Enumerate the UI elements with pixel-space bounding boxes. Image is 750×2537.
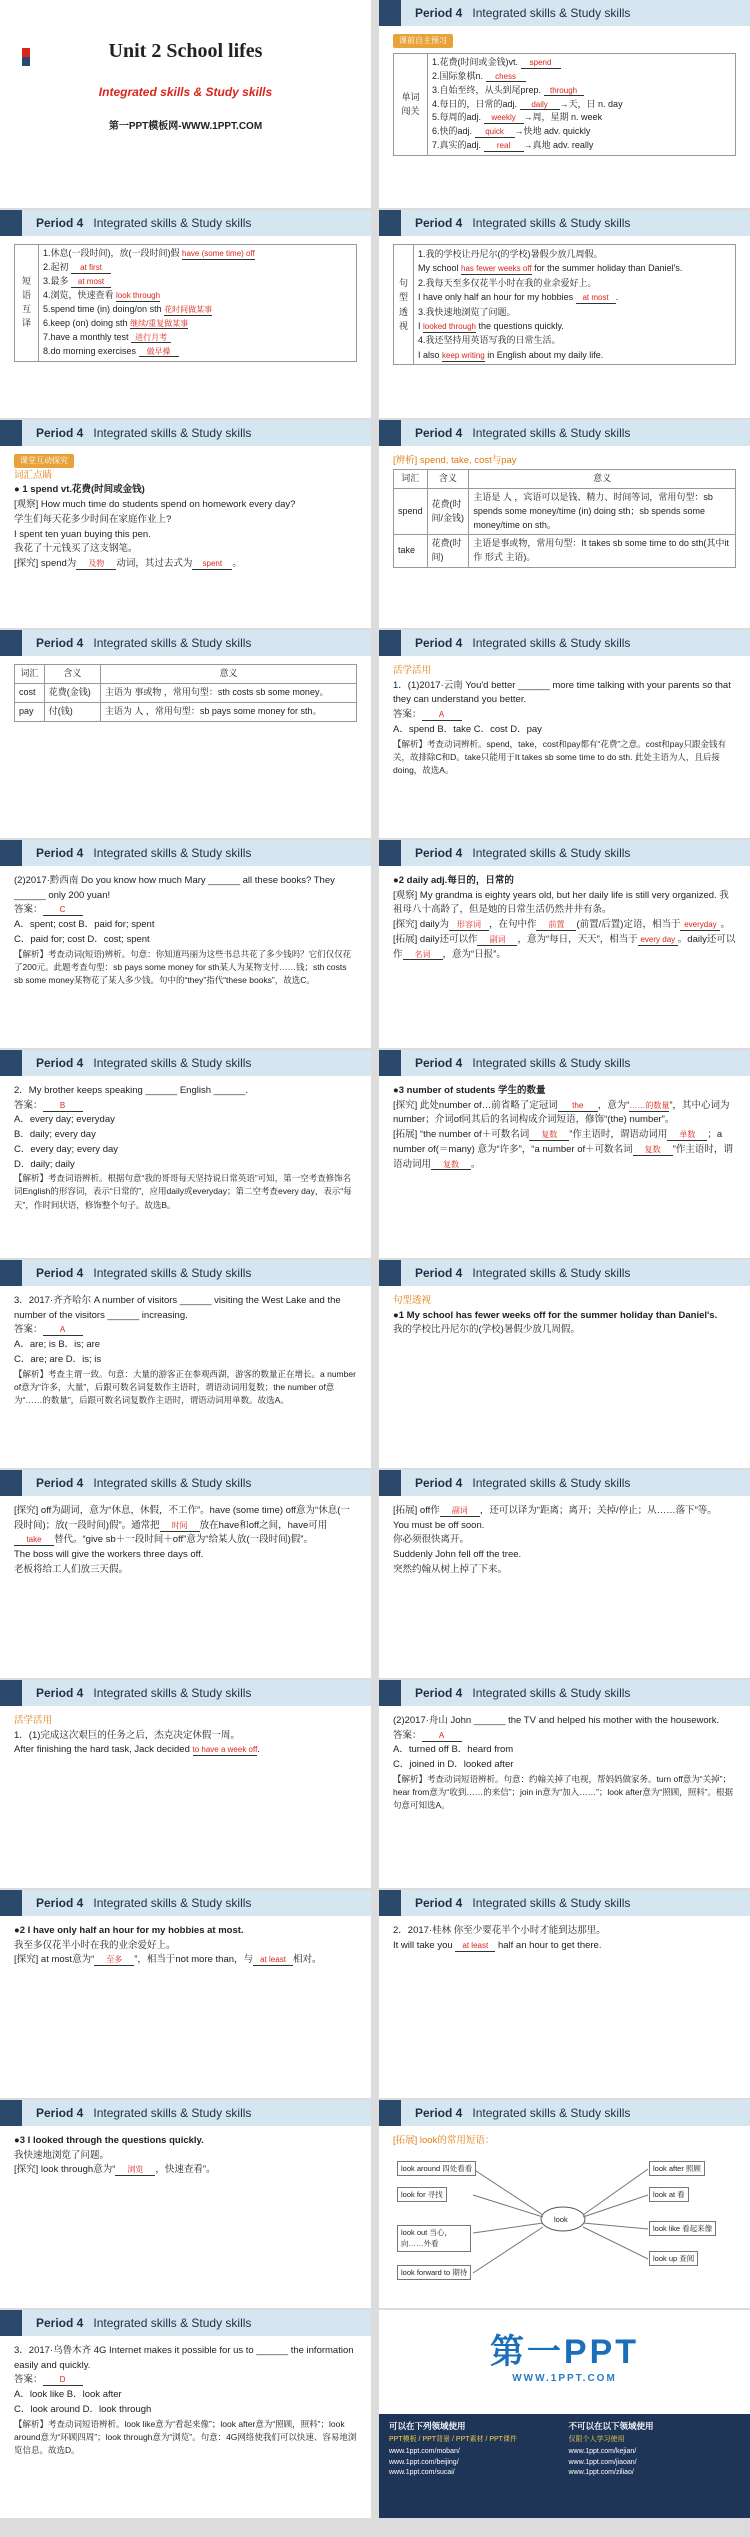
slide-header: Period 4 Integrated skills & Study skills	[379, 1680, 750, 1706]
point-heading: ●3 number of students 学生的数量	[393, 1085, 546, 1096]
question: 2．2017·桂林 你至少要花半个小时才能到达那里。	[393, 1925, 606, 1936]
option-b: B．daily; every day	[14, 1129, 96, 1141]
row-label: 短语互译	[15, 245, 39, 362]
sentence-4-en: I also keep writing in English about my daily life.	[418, 349, 604, 360]
slide-practice-1[interactable]: Period 4 Integrated skills & Study skills 活学活用 1．(1)2017·云南 You'd better ______ more time talking with your parents so that they can understand you better. 答案： A A．spend B．take C．cost D．pay 【解析】考查动词辨析。spend，take，cost和pay都有“花费”之意。cost和pay只跟金钱有关，故排除C和D。take只能用于It takes sb some time to do sth. 此处主语为人，且后接doing，故选A。	[379, 630, 750, 838]
answer-blank[interactable]: 继续/重复做某事	[130, 318, 189, 328]
slide-number[interactable]	[379, 1050, 750, 1258]
explanation: 【解析】考查主谓一致。句意：大量的游客正在参观西湖，游客的数量正在增长。a number of意为“许多，大量”，后跟可数名词复数作主语时，谓语动词用复数；the number of意为“……的数量”，后跟可数名词复数作主语时，谓语动词用单数。故选A。	[14, 1368, 356, 1405]
example-en-2: Suddenly John fell off the tree.	[393, 1549, 522, 1561]
slide-header: Period 4 Integrated skills & Study skills	[0, 2310, 371, 2336]
answer-blank[interactable]: 进行月考	[131, 334, 171, 344]
unit-title: Unit 2 School lifes	[108, 40, 263, 62]
answer-line: It will take you at least half an hour to get there.	[393, 1939, 602, 1951]
answer-blank[interactable]: 单数	[667, 1131, 707, 1141]
slide-header: Period 4 Integrated skills & Study skills	[0, 1680, 371, 1706]
options-row-2: C．are; are D．is; is	[14, 1353, 102, 1365]
slide-off-extend[interactable]	[379, 1470, 750, 1678]
option-c: C．every day; every day	[14, 1143, 119, 1155]
extend-line: [拓展] off作 副词 ，还可以译为“距离；离开；关掉/停止；从……落下”等。	[393, 1505, 717, 1516]
answer-blank[interactable]: 做早操	[139, 348, 179, 358]
phrase-item: 8.do morning exercises 做早操	[43, 345, 352, 359]
branch-line	[473, 2227, 543, 2273]
slide-off-explore[interactable]	[0, 1470, 371, 1678]
vocab-item: 6.快的adj. quick →快地 adv. quickly	[432, 126, 591, 137]
phrase-item: 4.浏览，快速查看 look through	[43, 289, 161, 300]
point-heading: ●1 My school has fewer weeks off for the summer holiday than Daniel's.	[393, 1309, 718, 1321]
translation: 我快速地浏览了问题。	[14, 2149, 110, 2161]
point-heading: ● 1 spend vt.花费(时间或金钱)	[14, 484, 145, 496]
answer-blank[interactable]: have (some time) off	[182, 249, 255, 258]
site-credit: 第一PPT模板网-WWW.1PPT.COM	[108, 121, 263, 132]
answer-blank[interactable]: A	[43, 1326, 83, 1336]
slide-header: Period 4 Integrated skills & Study skills	[0, 630, 371, 656]
explanation: 【解析】考查动词短语辨析。句意：约翰关掉了电视，帮妈妈做家务。turn off意为“关掉”；hear from意为“收到……的来信”；join in意为“加入……”；look after意为“照顾，照料”。根据句意可知选A。	[393, 1773, 734, 1811]
answer-blank[interactable]: keep writing	[442, 350, 485, 360]
translation: 我的学校比丹尼尔的(学校)暑假少放几周假。	[393, 1324, 580, 1336]
answer-blank[interactable]: 副词	[477, 936, 517, 946]
sentence-table	[393, 244, 736, 365]
answer-blank[interactable]: looked through	[423, 321, 476, 331]
slide-header: Period 4 Integrated skills & Study skills	[379, 420, 750, 446]
example-cn: 老板将给工人们放三天假。	[14, 1563, 129, 1575]
slide-title[interactable]	[0, 0, 371, 208]
option-a: A．every day; everyday	[14, 1114, 115, 1126]
question: (2)2017·黔西南 Do you know how much Mary ______ all these books? They ______ only 200 yuan!	[14, 875, 335, 901]
unit-subtitle: Integrated skills & Study skills	[98, 85, 273, 99]
answer-blank[interactable]: at most	[576, 294, 616, 304]
answer-blank[interactable]: D	[43, 2376, 83, 2386]
answer-blank[interactable]: every day	[638, 936, 678, 946]
vocab-item: 1.花费(时间或金钱)vt. spend	[432, 56, 731, 70]
explanation: 【解析】考查词语辨析。根据句意“我的哥哥每天坚持说日常英语”可知，第一空考查修饰名词English的形容词，表示“日常的”，应用daily或everyday；第二空考查every day，表示“每天”，作时间状语，修饰整个句子。故选B。	[14, 1173, 352, 1210]
phrase-item: 1.休息(一段时间)，放(一段时间)假 have (some time) off	[43, 248, 255, 258]
node: look after 照顾	[649, 2161, 705, 2177]
answer-blank[interactable]: A	[422, 711, 462, 721]
slide-daily[interactable]	[379, 840, 750, 1048]
slide-phrases[interactable]	[0, 210, 371, 418]
vocab-item: 5.每周的adj. weekly →周，星期 n. week	[432, 112, 603, 123]
vocab-item: 4.每日的，日常的adj. daily →天，日 n. day	[432, 98, 623, 109]
allowed-heading: 可以在下列领域使用	[389, 2421, 466, 2431]
phrase-list	[39, 245, 357, 362]
center-label: look	[554, 2214, 568, 2224]
slide-spend[interactable]	[0, 420, 371, 628]
answer-blank[interactable]: 名词	[403, 951, 443, 961]
question: 1．(1)完成这次艰巨的任务之后，杰克决定休假一周。	[14, 1729, 240, 1741]
look-mindmap	[393, 2149, 736, 2299]
answer-blank[interactable]: weekly	[484, 114, 524, 124]
practice-tag: 活学活用	[393, 665, 432, 676]
node: look around 四处看看	[397, 2161, 476, 2177]
node: look like 看起来像	[649, 2221, 716, 2237]
slide-header: Period 4 Integrated skills & Study skills	[0, 840, 371, 866]
vocab-item: 7.真实的adj. real →真地 adv. really	[432, 140, 594, 151]
options-row-2: C．joined in D．looked after	[393, 1759, 514, 1771]
answer-blank[interactable]: 浏览	[115, 2166, 155, 2176]
explore-line: [探究] spend为 及物 动词，其过去式为 spent 。	[14, 558, 242, 570]
answer-blank[interactable]: at first	[71, 264, 111, 274]
answer-blank[interactable]: 花时间做某事	[164, 304, 213, 314]
vocab-list	[428, 53, 736, 156]
slide-look-through[interactable]	[0, 2100, 371, 2308]
example-en: I spent ten yuan buying this pen.	[14, 528, 151, 540]
options-row-2: C．paid for; cost D．cost; spent	[14, 933, 150, 945]
link[interactable]: www.1ppt.com/moban/	[389, 2448, 460, 2456]
explore-line: [探究] off为副词，意为“休息，休假，不工作”。have (some time) off意为“休息(一段时间)；放(一段时间)假”。通常把 时间 放在have和off之间，have可用take 替代。“give sb＋一段时间＋off”意为“给某人放(一段时间)假”。	[14, 1505, 350, 1546]
branch-line	[473, 2195, 543, 2217]
answer-blank[interactable]: chess	[486, 73, 526, 83]
sentence-4-cn: 4.我还坚持用英语写我的日常生活。	[418, 335, 561, 346]
link[interactable]: www.1ppt.com/ziliao/	[568, 2468, 634, 2476]
answer-blank[interactable]: 前置	[536, 921, 576, 931]
sentence-1-en: My school has fewer weeks off for the summer holiday than Daniel's.	[418, 263, 683, 274]
point-heading: ●3 I looked through the questions quickly.	[14, 2135, 204, 2146]
example-cn: 我花了十元钱买了这支钢笔。	[14, 543, 138, 555]
slide-end[interactable]	[379, 2310, 750, 2518]
compare-table-2: 词汇 含义 意义 cost 花费(金钱) 主语为 事或物 ，常用句型：sth costs sb some money。 pay 付(钱) 主语为 人 ，常用句型：sb pays some money for sth。	[14, 664, 357, 722]
slide-header: Period 4 Integrated skills & Study skills	[0, 1470, 371, 1496]
explanation: 【解析】考查动词(短语)辨析。句意：你知道玛丽为这些书总共花了多少钱吗？它们仅仅花了200元。此题考查句型：sb pays some money for sth某人为某物支付……钱；sth costs sb some money某物花了某人多少钱。句中的“they”指代“these books”，故选C。	[14, 948, 352, 985]
branch-line	[473, 2169, 543, 2215]
slide-header: Period 4 Integrated skills & Study skills	[379, 1470, 750, 1496]
question: 1．(1)2017·云南 You'd better ______ more time talking with your parents so that they can understand you better.	[393, 679, 731, 706]
explanation: 【解析】考查动词短语辨析。look like意为“看起来像”；look after意为“照顾，照料”；look around意为“环顾四周”；look through意为“浏览”。句意：4G网络使我们可以快速、容易地浏览信息。故选D。	[14, 2418, 357, 2455]
answer-blank[interactable]: 复数	[529, 1131, 569, 1141]
answer-blank[interactable]: ……的数量	[629, 1100, 670, 1110]
phrase-item: 3.最多 at most	[43, 275, 352, 289]
branch-line	[583, 2195, 648, 2217]
point-heading: ●2 daily adj.每日的，日常的	[393, 875, 514, 886]
sentence-3-en: I looked through the questions quickly.	[418, 320, 564, 331]
example-cn-1: 你必须很快离开。	[393, 1534, 470, 1546]
answer-blank[interactable]: everyday	[680, 921, 720, 931]
slide-practice-4[interactable]: Period 4 Integrated skills & Study skills 3．2017·齐齐哈尔 A number of visitors ______ visiting the West Lake and the number of the visitors ______ increasing. 答案： A A．are; is B．is; are C．are; are D．is; is 【解析】考查主谓一致。句意：大量的游客正在参观西湖，游客的数量正在增长。a number of意为“许多，大量”，后跟可数名词复数作主语时，谓语动词用复数；the number of意为“……的数量”，后跟可数名词复数作主语时，谓语动词用单数。故选A。	[0, 1260, 371, 1468]
answer-blank[interactable]: at least	[455, 1942, 495, 1952]
slide-compare-2[interactable]	[0, 630, 371, 838]
phrase-item: 5.spend time (in) doing/on sth 花时间做某事	[43, 303, 213, 314]
options-row-2: C．look around D．look through	[14, 2403, 152, 2415]
slide-at-most[interactable]	[0, 1890, 371, 2098]
phrase-item: 2.起初 at first	[43, 261, 352, 275]
point-heading: ●2 I have only half an hour for my hobbies at most.	[14, 1925, 244, 1936]
observe-text: [观察] How much time do students spend on homework every day?	[14, 499, 296, 511]
link[interactable]: www.1ppt.com/sucai/	[389, 2468, 455, 2476]
example-en: The boss will give the workers three days off.	[14, 1549, 204, 1561]
answer-blank[interactable]: 复数	[431, 1161, 471, 1171]
options-row-1: A．spent; cost B．paid for; spent	[14, 919, 155, 931]
node: look forward to 期待	[397, 2265, 471, 2281]
answer-blank[interactable]: real	[484, 142, 524, 152]
node: look at 看	[649, 2187, 689, 2203]
slide-vocab[interactable]	[379, 0, 750, 208]
branch-line	[583, 2227, 648, 2259]
slide-practice-7[interactable]	[379, 1890, 750, 2098]
sentence-tag: 句型透视	[393, 1295, 432, 1306]
answer-blank[interactable]: A	[422, 1732, 462, 1742]
answer-blank[interactable]: 复数	[633, 1146, 673, 1156]
slide-compare-1[interactable]	[379, 420, 750, 628]
sentence-2-en: I have only half an hour for my hobbies at most .	[418, 292, 619, 303]
title-flag-icon	[22, 48, 30, 66]
answer-blank[interactable]: take	[14, 1536, 54, 1546]
translation: 我至多仅花半小时在我的业余爱好上。	[14, 1939, 176, 1951]
slide-header: Period 4 Integrated skills & Study skills	[0, 420, 371, 446]
sentence-2-cn: 2.我每天至多仅花半小时在我的业余爱好上。	[418, 277, 597, 288]
explore-line: [探究] 此处number of…前省略了定冠词 the ，意为“……的数量”，其中心词为number；介词of同其后的名词构成介词短语，修饰“(the) number”。	[393, 1099, 730, 1126]
slide-practice-6[interactable]: Period 4 Integrated skills & Study skills (2)2017·舟山 John ______ the TV and helped his mother with the housework. 答案： A A．turned off B．heard from C．joined in D．looked after 【解析】考查动词短语辨析。句意：约翰关掉了电视，帮妈妈做家务。turn off意为“关掉”；hear from意为“收到……的来信”；join in意为“加入……”；look after意为“照顾，照料”。根据句意可知选A。	[379, 1680, 750, 1888]
node: look for 寻找	[397, 2187, 447, 2203]
phrase-item: 7.have a monthly test 进行月考	[43, 331, 352, 345]
example-en-1: You must be off soon.	[393, 1519, 485, 1531]
forbidden-sub: 仅限个人学习使用	[568, 2436, 625, 2444]
extend-line: [拓展] “the number of＋可数名词 复数 ”作主语时，谓语动词用 单数 ；a number of(＝many) 意为“许多”，“a number of＋可数名词 复数 ”作主语时，谓语动词用 复数 。	[393, 1129, 733, 1170]
slide-header: Period 4 Integrated skills & Study skills	[0, 1050, 371, 1076]
answer-blank[interactable]: has fewer weeks off	[461, 264, 532, 274]
brand-logo: 第一PPT WWW.1PPT.COM	[489, 2333, 640, 2384]
forbidden-heading: 不可以在以下领域使用	[568, 2421, 654, 2431]
answer-blank[interactable]: the	[558, 1102, 598, 1112]
options-row-1: A．turned off B．heard from	[393, 1744, 514, 1756]
explore-line: [探究] at most意为“ 至多 ”，相当于not more than，与 at least 相对。	[14, 1954, 322, 1966]
answer-blank[interactable]: 时间	[160, 1522, 200, 1532]
slide-header: Period 4 Integrated skills & Study skills	[379, 630, 750, 656]
slide-practice-2[interactable]: Period 4 Integrated skills & Study skills (2)2017·黔西南 Do you know how much Mary ______ all these books? They ______ only 200 yuan! 答案： C A．spent; cost B．paid for; spent C．paid for; cost D．cost; spent 【解析】考查动词(短语)辨析。句意：你知道玛丽为这些书总共花了多少钱吗？它们仅仅花了200元。此题考查句型：sb pays some money for sth某人为某物支付……钱；sth costs sb some money某物花了某人多少钱。句中的“they”指代“these books”，故选C。	[0, 840, 371, 1048]
answer-blank[interactable]: 至多	[94, 1956, 134, 1966]
compare-hint: [辨析] spend, take, cost与pay	[393, 455, 517, 466]
example-cn-2: 突然约翰从树上掉了下来。	[393, 1563, 508, 1575]
vocab-item: 3.自始至终，从头到尾prep. through	[432, 84, 731, 98]
vocab-sub: 词汇点睛	[14, 469, 53, 481]
footer-panel	[379, 2414, 750, 2518]
answer-blank[interactable]: 副词	[440, 1507, 480, 1517]
question: 2．My brother keeps speaking ______ English ______.	[14, 1085, 248, 1096]
options-row-1: A．look like B．look after	[14, 2389, 122, 2401]
link[interactable]: www.1ppt.com/beijing/	[389, 2458, 459, 2466]
slide-header: Period 4 Integrated skills & Study skills	[0, 210, 371, 236]
slide-look-map[interactable]	[379, 2100, 750, 2308]
slide-practice-8[interactable]: Period 4 Integrated skills & Study skills 3．2017·乌鲁木齐 4G Internet makes it possible for us to ______ the information easily and quickly. 答案： D A．look like B．look after C．look around D．look through 【解析】考查动词短语辨析。look like意为“看起来像”；look after意为“照顾，照料”；look around意为“环顾四周”；look through意为“浏览”。句意：4G网络使我们可以快速、容易地浏览信息。故选D。	[0, 2310, 371, 2518]
question: (2)2017·舟山 John ______ the TV and helped his mother with the housework.	[393, 1715, 720, 1726]
explore-line: [探究] daily为 形容词 ，在句中作 前置 (前置/后置)定语，相当于 everyday 。	[393, 919, 730, 931]
answer-blank[interactable]: at least	[253, 1956, 293, 1966]
options-row-1: A．are; is B．is; are	[14, 1339, 101, 1351]
answer-blank[interactable]: spent	[192, 560, 232, 570]
phrase-item: 6.keep (on) doing sth 继续/重复做某事	[43, 317, 189, 328]
preview-tag: 课前自主预习	[393, 34, 453, 48]
answer-blank[interactable]: C	[43, 906, 83, 916]
slide-header: Period 4 Integrated skills & Study skills	[379, 1260, 750, 1286]
question: 3．2017·齐齐哈尔 A number of visitors ______ visiting the West Lake and the number of the visitors ______ increasing.	[14, 1295, 341, 1321]
compare-table: 词汇 含义 意义 spend 花费(时间/金钱) 主语是 人 ，宾语可以是钱、精力、时间等词，常用句型：sb spends some money/time (in) doing sth；sb spends some money/time on sth。 take 花费(时间) 主语是事或物，常用句型：It takes sb some time to do sth(其中it作 形式 主语)。	[393, 469, 736, 569]
slide-header: Period 4 Integrated skills & Study skills	[379, 840, 750, 866]
answer-blank[interactable]: B	[43, 1102, 83, 1112]
slide-header: Period 4 Integrated skills & Study skills	[379, 210, 750, 236]
answer-blank[interactable]: quick	[475, 128, 515, 138]
mindmap-heading: [拓展] look的常用短语：	[393, 2135, 495, 2146]
question: 3．2017·乌鲁木齐 4G Internet makes it possible for us to ______ the information easily and quickly.	[14, 2345, 354, 2371]
answer-blank[interactable]: spend	[521, 59, 561, 69]
slide-header: Period 4 Integrated skills & Study skills	[379, 1890, 750, 1916]
link[interactable]: www.1ppt.com/jiaoan/	[568, 2458, 637, 2466]
extend-line: [拓展] daily还可以作 副词 ，意为“每日，天天”，相当于 every day 。daily还可以作 名词 ，意为“日报”。	[393, 933, 736, 960]
answer-blank[interactable]: daily	[520, 101, 560, 111]
row-label: 单词闯关	[394, 53, 428, 156]
option-d: D．daily; daily	[14, 1158, 75, 1170]
vocab-item: 2.国际象棋n. chess	[432, 70, 731, 84]
vocab-table	[393, 53, 736, 157]
node: look up 查阅	[649, 2251, 698, 2267]
explore-tag: 课堂互动探究	[14, 454, 74, 468]
practice-tag: 活学活用	[14, 1715, 53, 1726]
slide-sentences[interactable]	[379, 210, 750, 418]
answer-blank[interactable]: through	[544, 87, 584, 97]
sentence-1-cn: 1.我的学校让丹尼尔(的学校)暑假少放几周假。	[418, 249, 603, 259]
slide-header: Period 4 Integrated skills & Study skills	[0, 1890, 371, 1916]
explore-line: [探究] look through意为“ 浏览 ，快速查看”。	[14, 2164, 216, 2176]
branch-line	[583, 2169, 648, 2215]
branch-line	[473, 2223, 543, 2233]
slide-header: Period 4 Integrated skills & Study skills	[0, 1260, 371, 1286]
slide-practice-5[interactable]	[0, 1680, 371, 1888]
slide-practice-3[interactable]: Period 4 Integrated skills & Study skills 2．My brother keeps speaking ______ English ______. 答案： B A．every day; everyday B．daily; every day C．every day; every day D．daily; daily 【解析】考查词语辨析。根据句意“我的哥哥每天坚持说日常英语”可知，第一空考查修饰名词English的形容词，表示“日常的”，应用daily或everyday；第二空考查every day，表示“每天”，作时间状语，修饰整个句子。故选B。	[0, 1050, 371, 1258]
slide-header: Period 4 Integrated skills & Study skills	[379, 1050, 750, 1076]
observe-text: [观察] My grandma is eighty years old, but her daily life is still very organized. 我祖母八十高龄了，但是她的日常生活仍然井井有条。	[393, 889, 729, 916]
branch-line	[583, 2223, 648, 2229]
row-label: 句型透视	[394, 245, 414, 365]
answer-blank[interactable]: 形容词	[449, 921, 489, 931]
slide-header: Period 4 Integrated skills & Study skills	[379, 0, 750, 26]
allowed-sub: PPT模板 / PPT背景 / PPT素材 / PPT课件	[389, 2436, 517, 2444]
options: A．spend B．take C．cost D．pay	[393, 723, 542, 735]
node: look out 当心，向……外看	[397, 2225, 471, 2252]
answer-blank[interactable]: to have a week off	[192, 1745, 258, 1755]
explanation: 【解析】考查动词辨析。spend，take，cost和pay都有“花费”之意。cost和pay只跟金钱有关，故排除C和D。take只能用于It takes sb some time to do sth. 此处主语为人，且后接doing，故选A。	[393, 738, 726, 775]
slide-header: Period 4 Integrated skills & Study skills	[379, 2100, 750, 2126]
sentence-3-cn: 3.我快速地浏览了问题。	[418, 306, 516, 317]
answer-blank[interactable]: look through	[116, 290, 161, 300]
answer-blank[interactable]: 及物	[76, 560, 116, 570]
answer-blank[interactable]: at most	[71, 278, 111, 288]
slide-sentence-1[interactable]	[379, 1260, 750, 1468]
phrase-table	[14, 244, 357, 362]
link[interactable]: www.1ppt.com/kejian/	[568, 2448, 637, 2456]
observe-cn: 学生们每天花多少时间在家庭作业上?	[14, 513, 172, 525]
slide-header: Period 4 Integrated skills & Study skills	[0, 2100, 371, 2126]
answer-line: After finishing the hard task, Jack decided to have a week off.	[14, 1744, 260, 1756]
